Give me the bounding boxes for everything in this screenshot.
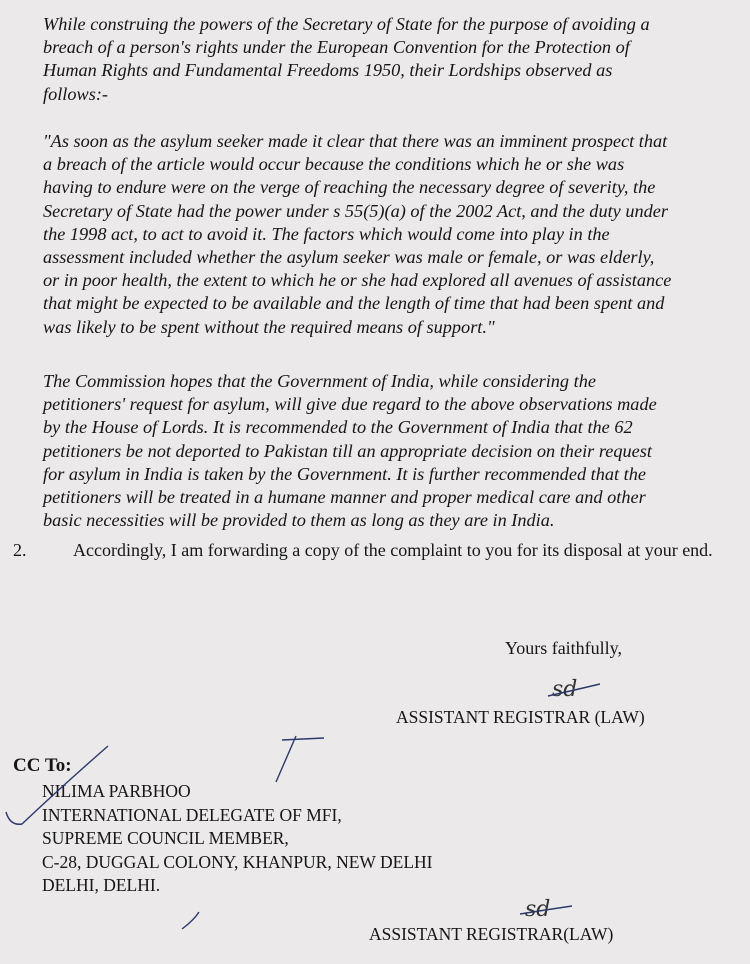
text-line: Human Rights and Fundamental Freedoms 1950, their Lordships observed as xyxy=(43,60,613,81)
commission-paragraph xyxy=(43,370,745,532)
address-line: C-28, DUGGAL COLONY, KHANPUR, NEW DELHI xyxy=(42,851,433,872)
forwarding-statement: Accordingly, I am forwarding a copy of the complaint to you for its disposal at your end. xyxy=(73,540,713,560)
address-line: INTERNATIONAL DELEGATE OF MFI, xyxy=(42,804,342,825)
signature-mark-2: sd xyxy=(525,897,551,922)
address-line: NILIMA PARBHOO xyxy=(42,781,191,801)
text-line: follows:- xyxy=(43,83,109,104)
intro-paragraph xyxy=(43,13,745,106)
text-line: that might be expected to be available and the length of time that had been spent and xyxy=(43,293,665,314)
text-line: was likely to be spent without the required means of support." xyxy=(43,316,495,337)
paragraph-number: 2. xyxy=(13,540,27,560)
text-line: petitioners' request for asylum, will give due regard to the above observations made xyxy=(43,394,657,415)
quoted-paragraph xyxy=(43,130,745,339)
signatory-title: ASSISTANT REGISTRAR (LAW) xyxy=(396,707,645,727)
closing-salutation: Yours faithfully, xyxy=(505,638,623,658)
pen-stroke xyxy=(182,912,199,929)
text-line: While construing the powers of the Secretary of State for the purpose of avoiding a xyxy=(43,14,650,34)
text-line: Secretary of State had the power under s 55(5)(a) of the 2002 Act, and the duty under xyxy=(43,200,668,221)
text-line: by the House of Lords. It is recommended to the Government of India that the 62 xyxy=(43,417,633,438)
text-line: assessment included whether the asylum seeker was male or female, or was elderly, xyxy=(43,247,655,268)
text-line: breach of a person's rights under the European Convention for the Protection of xyxy=(43,37,630,58)
text-line: having to endure were on the verge of reaching the necessary degree of severity, the xyxy=(43,177,656,198)
text-line: "As soon as the asylum seeker made it clear that there was an imminent prospect that xyxy=(43,131,668,151)
address-line: DELHI, DELHI. xyxy=(42,875,161,895)
address-line: SUPREME COUNCIL MEMBER, xyxy=(42,828,289,848)
signature-mark: sd xyxy=(552,677,578,702)
bleed-through-text xyxy=(60,570,64,587)
cc-label: CC To: xyxy=(13,755,72,776)
text-line: for asylum in India is taken by the Government. It is further recommended that the xyxy=(43,463,646,484)
signatory-title-2: ASSISTANT REGISTRAR(LAW) xyxy=(369,924,614,944)
text-line: or in poor health, the extent to which he or she had explored all avenues of assistance xyxy=(43,270,672,291)
text-line: petitioners be not deported to Pakistan till an appropriate decision on their request xyxy=(43,440,652,461)
text-line: a breach of the article would occur because the conditions which he or she was xyxy=(43,154,625,175)
cc-address-block xyxy=(42,780,433,898)
text-line: basic necessities will be provided to them as long as they are in India. xyxy=(43,510,555,531)
text-line: the 1998 act, to act to avoid it. The factors which would come into play in the xyxy=(43,223,610,244)
pen-stroke xyxy=(276,736,324,782)
text-line: The Commission hopes that the Government of India, while considering the xyxy=(43,371,596,391)
text-line: petitioners will be treated in a humane manner and proper medical care and other xyxy=(43,487,646,508)
